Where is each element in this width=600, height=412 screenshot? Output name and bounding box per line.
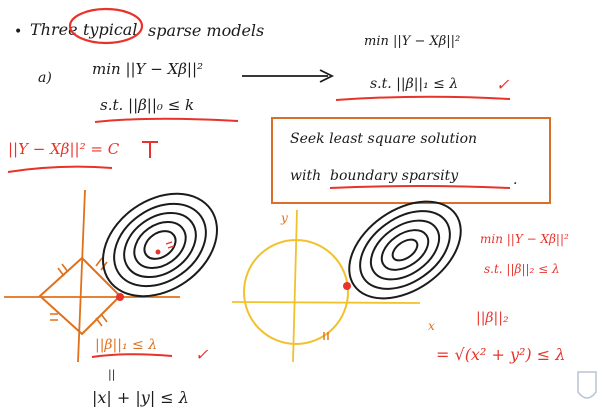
lasso-contour-1 — [83, 173, 236, 318]
ridge-contour-3 — [360, 209, 450, 292]
lasso-expanded: |x| + |y| ≤ λ — [92, 388, 189, 407]
ridge-objective: min ||Y − Xβ||² — [480, 232, 569, 246]
contour-note: ||Y − Xβ||² = C — [8, 140, 120, 158]
lasso-constraint-label: ||β||₁ ≤ λ — [95, 337, 158, 353]
note-underline — [330, 186, 510, 188]
lasso-tick-ne — [96, 258, 107, 270]
problem-a-underline — [95, 119, 238, 122]
ridge-tangent-solution — [343, 282, 351, 290]
lasso-equiv-mark: || — [108, 368, 116, 381]
lasso-check-icon: ✓ — [195, 345, 209, 364]
problem-a-label: a) — [38, 70, 52, 86]
lasso-contour-4 — [126, 213, 195, 278]
ridge-norm-formula: = √(x² + y²) ≤ λ — [436, 345, 566, 364]
problem-b-objective: min ||Y − Xβ||² — [364, 34, 461, 49]
problem-b-constraint: s.t. ||β||₁ ≤ λ — [370, 76, 459, 92]
ridge-contour-5 — [389, 235, 421, 264]
lasso-corner-solution — [116, 293, 124, 301]
problem-b-check-icon: ✓ — [496, 75, 510, 94]
note-line2-underlined: boundary sparsity — [330, 168, 459, 184]
lasso-tick-se — [96, 314, 107, 326]
title-sparse-models: sparse models — [148, 21, 265, 40]
watermark-shield-icon — [578, 372, 596, 398]
problem-a-constraint: s.t. ||β||₀ ≤ k — [100, 96, 195, 114]
problem-b-underline — [336, 97, 510, 100]
lasso-tick-sw — [50, 314, 58, 320]
ridge-axis-y-label: y — [281, 211, 288, 225]
lasso-center-point — [156, 250, 161, 255]
title-bullet: • — [14, 24, 23, 40]
note-line2-prefix: with — [290, 168, 322, 184]
ridge-x-axis — [232, 302, 420, 303]
contour-note-underline — [8, 167, 112, 172]
ridge-diagram — [232, 210, 420, 362]
ridge-contour-2 — [346, 195, 465, 305]
ridge-contour-4 — [375, 222, 436, 278]
title-word-typical: typical — [83, 20, 138, 39]
lasso-tick-nw — [58, 264, 68, 276]
note-period: . — [513, 172, 518, 188]
lasso-contours — [83, 173, 236, 318]
ridge-norm-label: ||β||₂ — [476, 310, 509, 326]
lasso-contour-2 — [98, 187, 221, 303]
problem-a-objective: min ||Y − Xβ||² — [92, 60, 204, 78]
lasso-y-axis — [78, 190, 85, 362]
ridge-y-axis — [293, 210, 297, 362]
ridge-constraint: s.t. ||β||₂ ≤ λ — [484, 262, 560, 276]
lasso-label-underline — [92, 354, 172, 357]
ridge-axis-x-label: x — [428, 319, 435, 333]
title-word-three: Three — [30, 20, 78, 39]
ridge-tick — [324, 332, 328, 340]
lasso-center-mark — [166, 242, 174, 248]
note-line1: Seek least square solution — [290, 131, 478, 147]
